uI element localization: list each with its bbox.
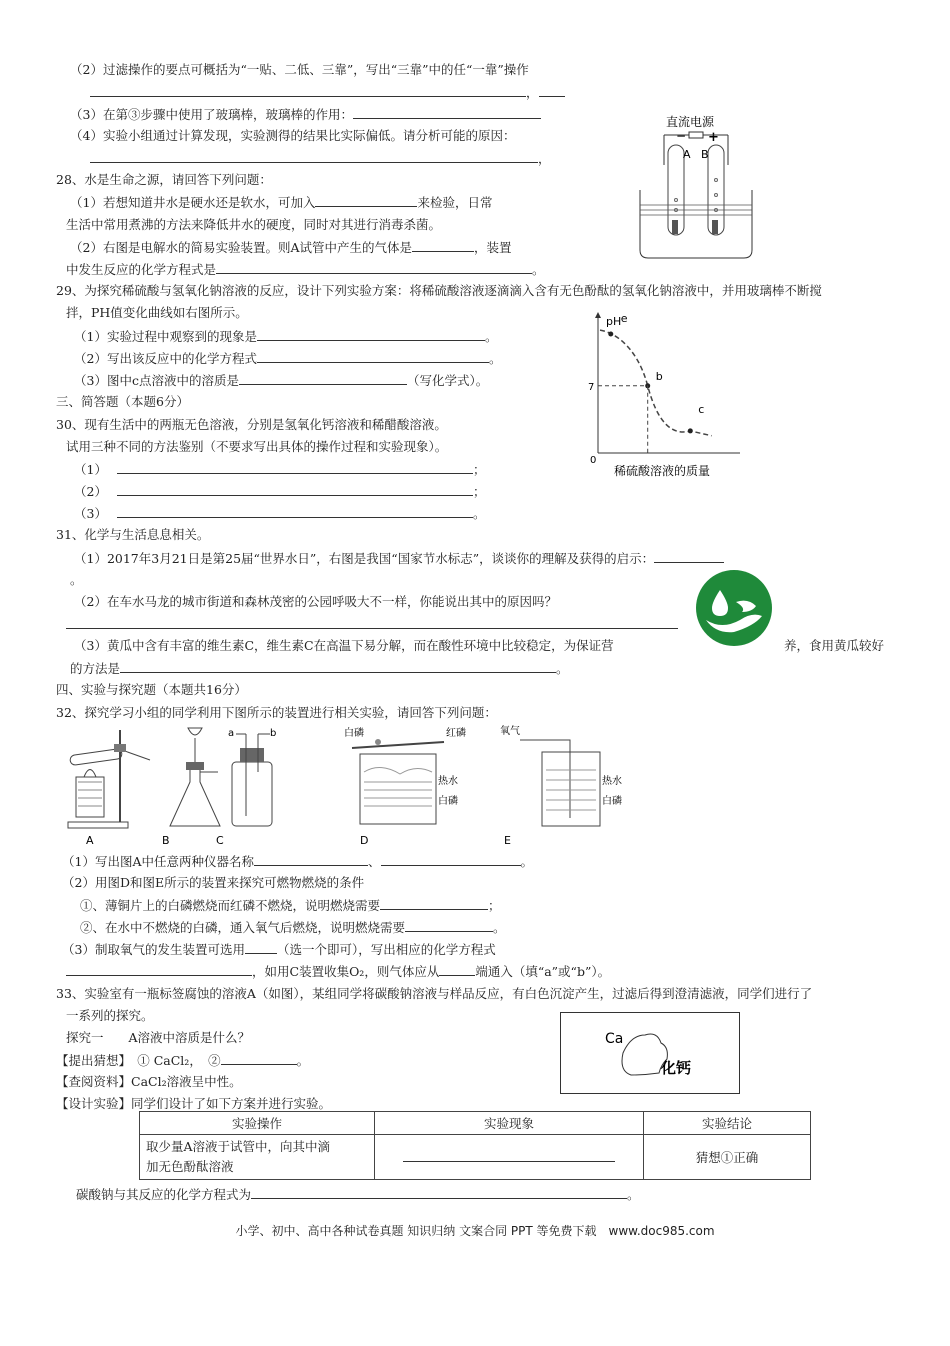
q31-p2-answer[interactable] bbox=[66, 616, 678, 633]
q32-p1: （1）写出图A中任意两种仪器名称 、 。 bbox=[62, 854, 534, 869]
q31-p3c: 的方法是 。 bbox=[70, 661, 569, 676]
q30-title: 30、现有生活中的两瓶无色溶液，分别是氢氧化钙溶液和稀醋酸溶液。 bbox=[56, 417, 447, 432]
th-operation: 实验操作 bbox=[140, 1112, 375, 1135]
q31-p1: （1）2017年3月21日是第25届“世界水日”，右图是我国“国家节水标志”，谈谈你的理解及获得的启示： bbox=[74, 550, 724, 567]
label-c: c bbox=[698, 402, 705, 416]
svg-text:+: + bbox=[708, 130, 719, 145]
apparatus-a bbox=[68, 730, 150, 828]
section4-title: 四、实验与探究题（本题共16分） bbox=[56, 682, 247, 697]
svg-text:Ca: Ca bbox=[605, 1031, 624, 1047]
q29-title2: 拌，PH值变化曲线如右图所示。 bbox=[66, 305, 248, 320]
svg-text:白磷: 白磷 bbox=[602, 796, 622, 807]
q27-p2-answer[interactable]: ， bbox=[90, 84, 565, 101]
q33-hyp: 【提出猜想】 ① CaCl₂， ② 。 bbox=[56, 1053, 310, 1068]
apparatus-e bbox=[520, 740, 600, 826]
q31-p3b: 养，食用黄瓜较好 bbox=[784, 638, 885, 653]
x-axis-label: 稀硫酸溶液的质量 bbox=[614, 464, 711, 478]
q27-p3: （3）在第③步骤中使用了玻璃棒，玻璃棒的作用： bbox=[70, 106, 541, 123]
q31-p1e: 。 bbox=[70, 572, 83, 587]
section3-title: 三、简答题（本题6分） bbox=[56, 394, 189, 409]
svg-text:B: B bbox=[701, 148, 709, 161]
q28-title: 28、水是生命之源，请回答下列问题： bbox=[56, 172, 272, 187]
svg-text:D: D bbox=[360, 834, 369, 847]
ph-chart bbox=[580, 305, 750, 485]
origin: 0 bbox=[590, 455, 597, 466]
apparatus-b bbox=[170, 728, 220, 826]
svg-text:C: C bbox=[216, 834, 224, 847]
svg-text:热水: 热水 bbox=[602, 776, 622, 787]
q32-p2a: ①、薄铜片上的白磷燃烧而红磷不燃烧，说明燃烧需要 ； bbox=[80, 898, 501, 913]
q28-p2c: 中发生反应的化学方程式是 。 bbox=[66, 262, 545, 277]
q32-p3: （3）制取氧气的发生装置可选用 （选一个即可），写出相应的化学方程式 bbox=[62, 942, 496, 957]
q31-p2: （2）在车水马龙的城市街道和森林茂密的公园呼吸大不一样，你能说出其中的原因吗？ bbox=[74, 594, 557, 609]
svg-text:−: − bbox=[676, 129, 687, 143]
q29-p2: （2）写出该反应中的化学方程式 。 bbox=[74, 351, 502, 366]
q29-p1: （1）实验过程中观察到的现象是 。 bbox=[74, 329, 498, 344]
apparatus-d bbox=[352, 739, 444, 824]
svg-text:红磷: 红磷 bbox=[446, 728, 466, 739]
point-c bbox=[688, 428, 693, 433]
q32-p2b: ②、在水中不燃烧的白磷，通入氧气后燃烧，说明燃烧需要 。 bbox=[80, 920, 506, 935]
q33-table bbox=[139, 1111, 811, 1180]
ph-curve bbox=[600, 330, 712, 436]
power-label: 直流电源 bbox=[666, 115, 715, 129]
corroded-label bbox=[560, 1012, 740, 1094]
q28-p1c: 生活中常用煮沸的方法来降低井水的硬度，同时对其进行消毒杀菌。 bbox=[66, 217, 442, 232]
q27-p4-answer[interactable]: ， bbox=[90, 150, 551, 167]
q33-ref: 【查阅资料】CaCl₂溶液呈中性。 bbox=[56, 1074, 242, 1089]
q30-i3[interactable]: （3） 。 bbox=[74, 506, 486, 521]
apparatus-figures bbox=[60, 722, 640, 850]
y-axis-label: pH bbox=[606, 315, 622, 328]
q27-p2: （2）过滤操作的要点可概括为“一贴、二低、三靠”，写出“三靠”中的任“一靠”操作 bbox=[70, 62, 529, 77]
svg-text:热水: 热水 bbox=[438, 776, 458, 787]
electrolysis-figure bbox=[636, 110, 756, 260]
q29-p3: （3）图中c点溶液中的溶质是 （写化学式）。 bbox=[74, 373, 489, 388]
q32-p3c: ，如用C装置收集O₂，则气体应从 端通入（填“a”或“b”）。 bbox=[66, 963, 610, 980]
q33-ex1: 探究一 A溶液中溶质是什么？ bbox=[66, 1030, 251, 1045]
svg-text:化钙: 化钙 bbox=[661, 1059, 692, 1077]
svg-text:A: A bbox=[683, 148, 691, 161]
svg-text:氧气: 氧气 bbox=[500, 726, 520, 737]
th-phenomenon: 实验现象 bbox=[375, 1112, 644, 1135]
q32-p2: （2）用图D和图E所示的装置来探究可燃物燃烧的条件 bbox=[62, 875, 365, 890]
q33-title: 33、实验室有一瓶标签腐蚀的溶液A（如图），某组同学将碳酸钠溶液与样品反应，有白色沉淀产生，过滤后得到澄清滤液，同学们进行了 bbox=[56, 986, 813, 1001]
q29-title: 29、为探究稀硫酸与氢氧化钠溶液的反应，设计下列实验方案：将稀硫酸溶液逐滴滴入含有无色酚酞的氢氧化钠溶液中，并用玻璃棒不断搅 bbox=[56, 283, 822, 298]
cell-phenomenon[interactable] bbox=[375, 1135, 644, 1180]
q30-p: 试用三种不同的方法鉴别（不要求写出具体的操作过程和实验现象）。 bbox=[66, 439, 448, 454]
svg-text:A: A bbox=[86, 834, 94, 847]
page-footer: 小学、初中、高中各种试卷真题 知识归纳 文案合同 PPT 等免费下载 www.doc985.com bbox=[235, 1224, 715, 1238]
q27-p4: （4）实验小组通过计算发现，实验测得的结果比实际偏低。请分析可能的原因： bbox=[70, 128, 516, 143]
label-e: e bbox=[620, 311, 628, 325]
q31-title: 31、化学与生活息息相关。 bbox=[56, 527, 210, 542]
th-conclusion: 实验结论 bbox=[644, 1112, 811, 1135]
cell-operation: 取少量A溶液于试管中，向其中滴 加无色酚酞溶液 bbox=[140, 1135, 375, 1180]
q32-title: 32、探究学习小组的同学利用下图所示的装置进行相关实验，请回答下列问题： bbox=[56, 705, 497, 720]
cell-conclusion: 猜想①正确 bbox=[644, 1135, 811, 1180]
svg-text:E: E bbox=[504, 834, 511, 847]
point-e bbox=[608, 331, 613, 336]
svg-text:b: b bbox=[270, 728, 277, 739]
svg-text:B: B bbox=[162, 834, 170, 847]
svg-text:a: a bbox=[228, 728, 235, 739]
q31-p3: （3）黄瓜中含有丰富的维生素C，维生素C在高温下易分解，而在酸性环境中比较稳定，为保证营 bbox=[74, 638, 614, 653]
label-b: b bbox=[655, 369, 663, 383]
y-tick-7: 7 bbox=[588, 382, 595, 393]
apparatus-c bbox=[232, 734, 272, 826]
svg-text:白磷: 白磷 bbox=[344, 728, 364, 739]
q33-design: 【设计实验】同学们设计了如下方案并进行实验。 bbox=[56, 1096, 332, 1111]
q33-title2: 一系列的探究。 bbox=[66, 1008, 154, 1023]
q33-eq: 碳酸钠与其反应的化学方程式为 。 bbox=[76, 1187, 640, 1202]
q28-p2: （2）右图是电解水的简易实验装置。则A试管中产生的气体是 ，装置 bbox=[70, 240, 512, 255]
q30-i2[interactable]: （2） ； bbox=[74, 484, 486, 499]
q28-p1: （1）若想知道井水是硬水还是软水，可加入 来检验，日常 bbox=[70, 195, 493, 210]
water-saving-logo bbox=[694, 568, 774, 648]
svg-text:白磷: 白磷 bbox=[438, 796, 458, 807]
q30-i1[interactable]: （1） ； bbox=[74, 462, 486, 477]
